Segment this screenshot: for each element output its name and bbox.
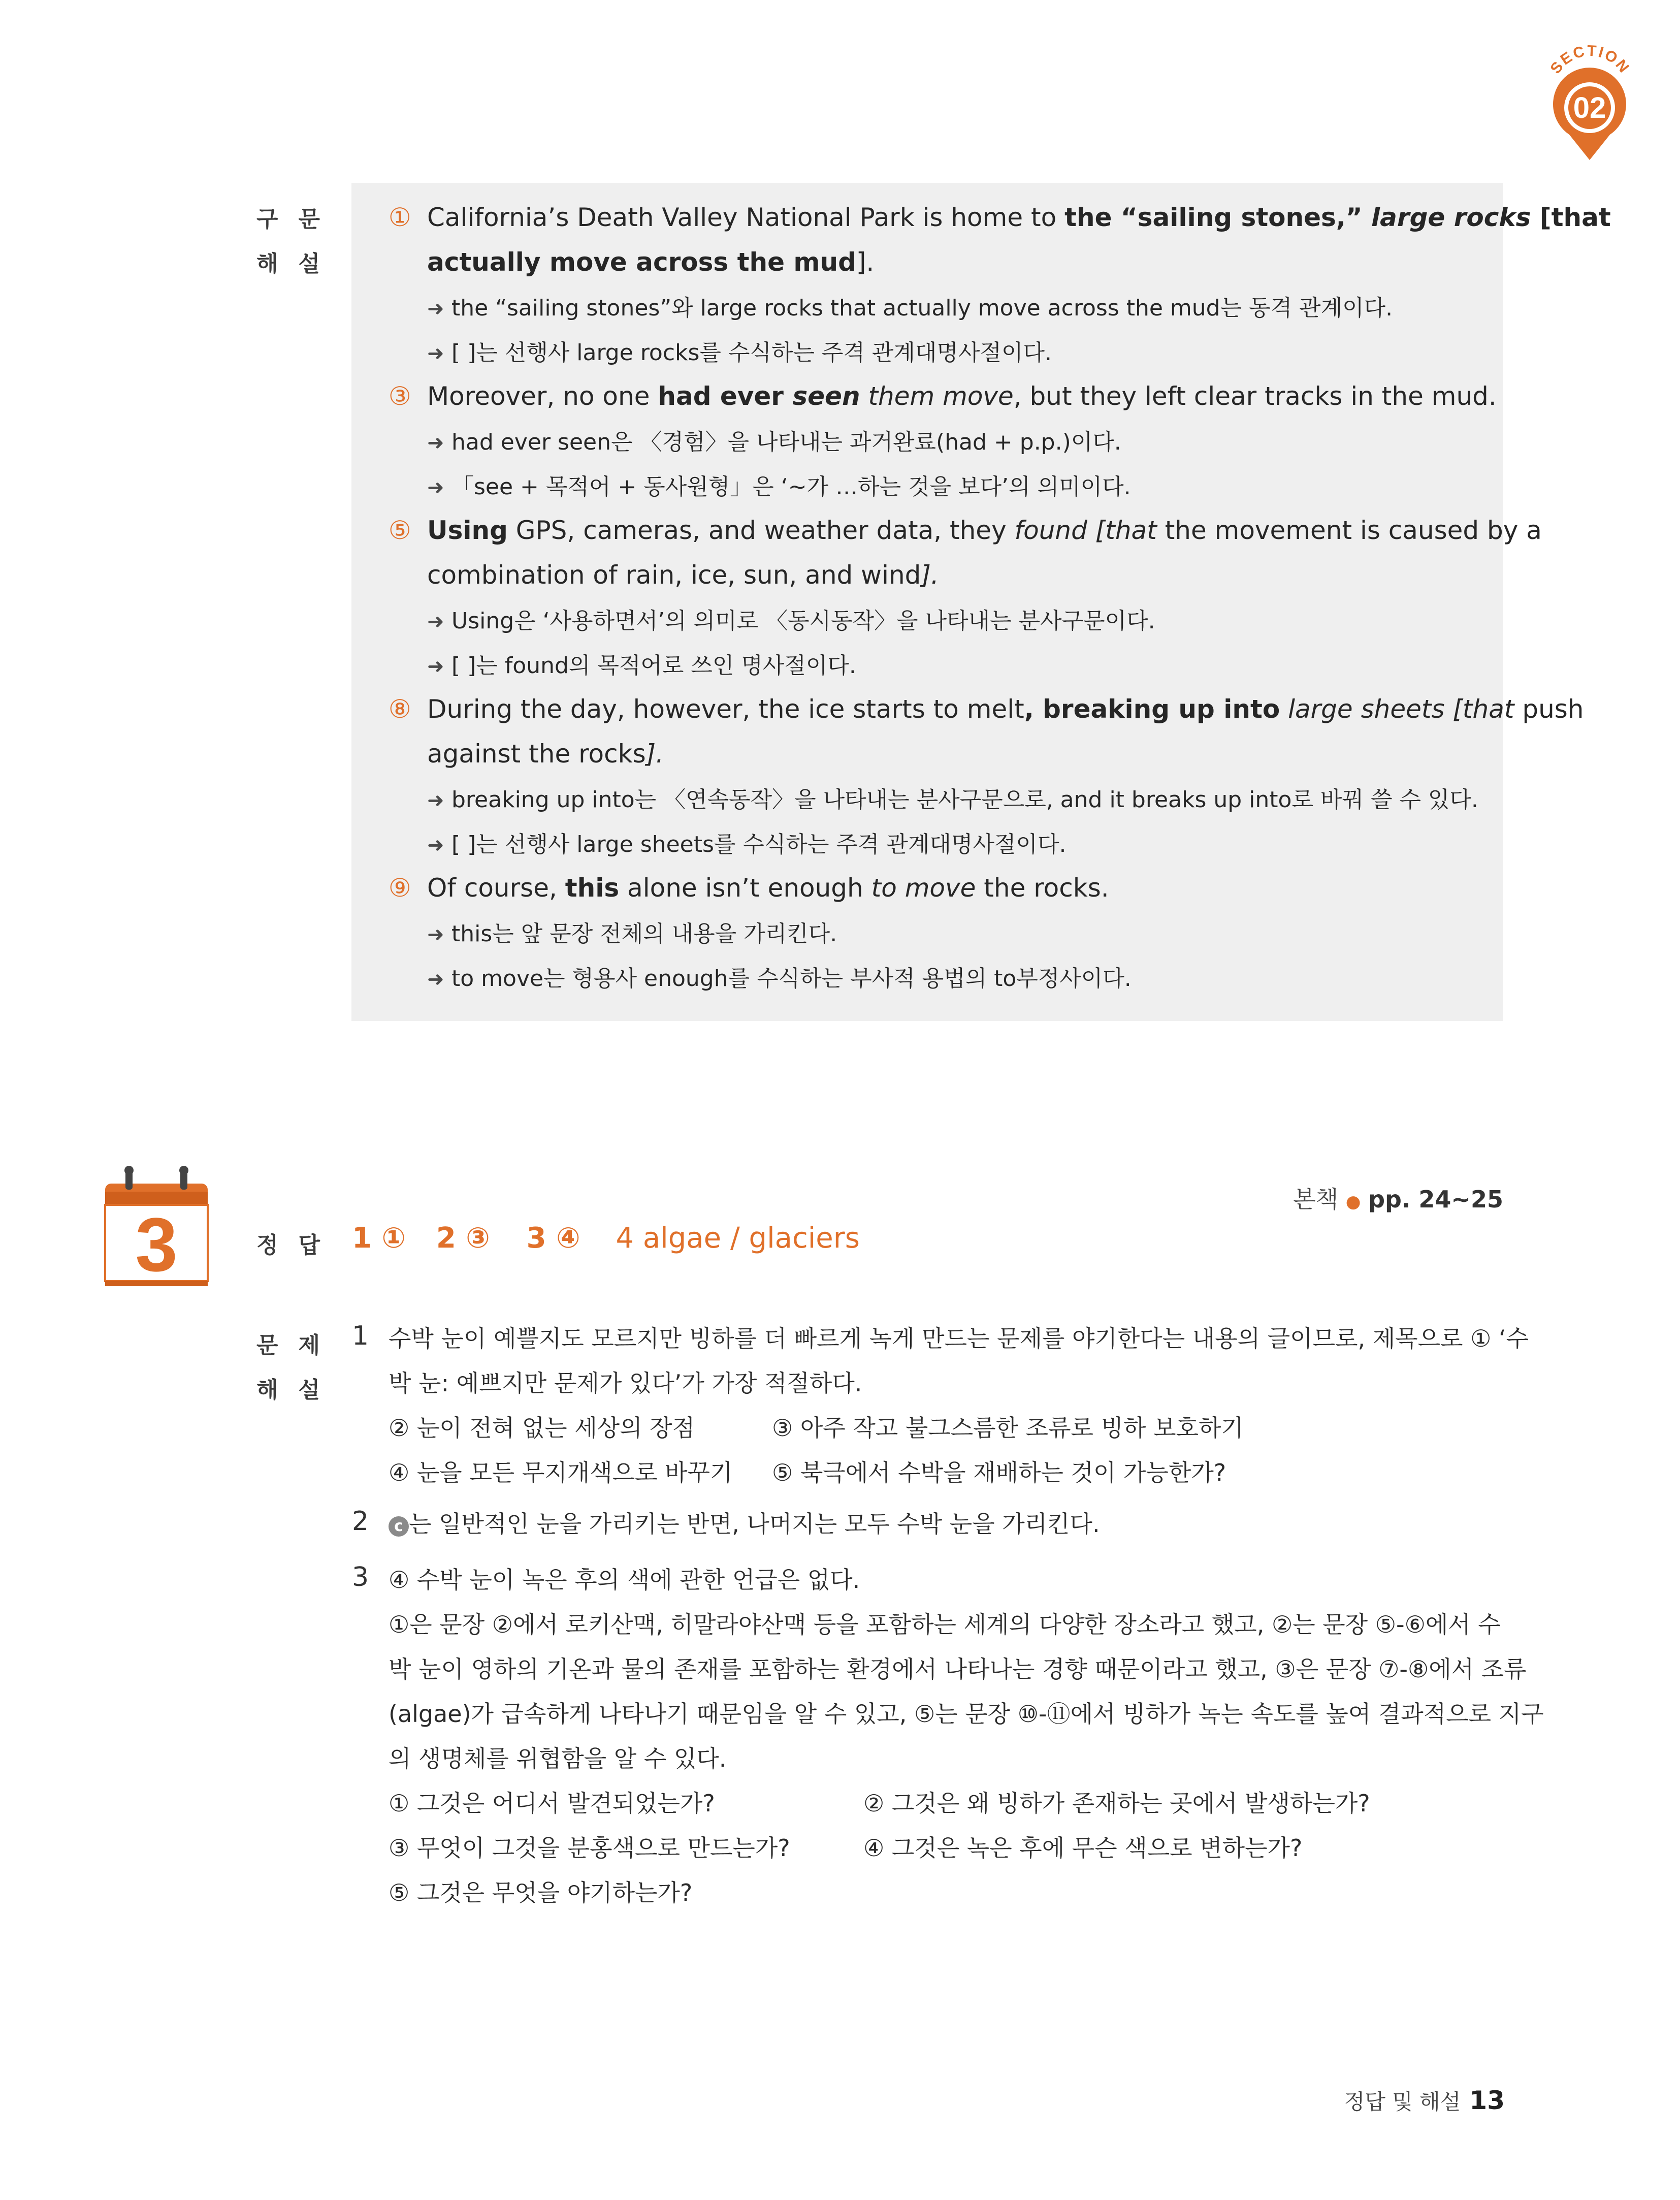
syntax-note: ➜ breaking up into는 〈연속동작〉을 나타내는 분사구문으로, and it breaks up into로 바꿔 쓸 수 있다. [427,783,1478,816]
syntax-sentence-5-cont: combination of rain, ice, sun, and wind]. [427,560,939,590]
answer-1: 1 ① [352,1222,406,1255]
arrow-icon: ➜ [427,476,444,499]
syntax-sentence-5: ⑤ Using GPS, cameras, and weather data, they found [that the movement is caused by a [389,516,1542,545]
sentence-number: ① [389,203,411,232]
syntax-note: ➜ 「see + 목적어 + 동사원형」은 ‘~가 …하는 것을 보다’의 의미이다. [427,470,1131,503]
arrow-icon: ➜ [427,610,444,633]
arrow-icon: ➜ [427,297,444,321]
explanation-label-bottom: 해설 [256,1377,341,1403]
section-number: 02 [1573,91,1606,124]
q1-line: 박 눈: 예쁘지만 문제가 있다’가 가장 적절하다. [389,1369,862,1397]
syntax-sentence-8: ⑧ During the day, however, the ice starts to melt, breaking up into large sheets [that push [389,694,1584,724]
arrow-icon: ➜ [427,834,444,857]
section-badge [1539,41,1640,173]
answer-label: 정답 [256,1232,341,1258]
q3-line: 의 생명체를 위협함을 알 수 있다. [389,1745,727,1772]
sentence-number: ⑤ [389,516,411,545]
page-reference: 본책 ● pp. 24~25 [1293,1186,1503,1213]
sentence-number: ⑨ [389,873,411,903]
q3-option: ② 그것은 왜 빙하가 존재하는 곳에서 발생하는가? [863,1790,1370,1817]
q3-line: 박 눈이 영하의 기온과 물의 존재를 포함하는 환경에서 나타나는 경향 때문이라고 했고, ③은 문장 ⑦-⑧에서 조류 [389,1655,1527,1683]
page-footer [1344,2085,1505,2116]
q3-option: ① 그것은 어디서 발견되었는가? [389,1790,715,1817]
syntax-note: ➜ [ ]는 선행사 large rocks를 수식하는 주격 관계대명사절이다. [427,336,1052,369]
q1-option: ③ 아주 작고 불그스름한 조류로 빙하 보호하기 [772,1414,1244,1442]
answer-3: 3 ④ [526,1222,580,1255]
q2-line: c 는 일반적인 눈을 가리키는 반면, 나머지는 모두 수박 눈을 가리킨다. [389,1509,1100,1539]
bullet-icon: ● [1345,1192,1361,1212]
syntax-label-bottom: 해설 [256,251,341,277]
syntax-note: ➜ [ ]는 found의 목적어로 쓰인 명사절이다. [427,649,856,682]
passage-number: 3 [135,1202,178,1287]
section-pin-icon [1539,41,1640,173]
answer-4: 4 algae / glaciers [616,1222,860,1255]
q3-option: ⑤ 그것은 무엇을 야기하는가? [389,1879,693,1906]
syntax-sentence-9: ⑨ Of course, this alone isn’t enough to move the rocks. [389,873,1109,903]
arrow-icon: ➜ [427,655,444,678]
q1-option: ② 눈이 전혀 없는 세상의 장점 [389,1414,695,1442]
question-number: 1 [352,1321,369,1351]
page-number: 13 [1469,2086,1505,2115]
footer-label: 정답 및 해설 [1344,2089,1461,2114]
syntax-sentence-8-cont: against the rocks]. [427,739,664,769]
q3-line: (algae)가 급속하게 나타나기 때문임을 알 수 있고, ⑤는 문장 ⑩-⑪에서 빙하가 녹는 속도를 높여 결과적으로 지구 [389,1700,1544,1728]
q1-option: ④ 눈을 모든 무지개색으로 바꾸기 [389,1459,733,1486]
question-number: 3 [352,1562,369,1592]
q3-line: ①은 문장 ②에서 로키산맥, 히말라야산맥 등을 포함하는 세계의 다양한 장소라고 했고, ②는 문장 ⑤-⑥에서 수 [389,1611,1501,1638]
q3-option: ④ 그것은 녹은 후에 무슨 색으로 변하는가? [863,1834,1303,1862]
syntax-note: ➜ Using은 ‘사용하면서’의 의미로 〈동시동작〉을 나타내는 분사구문이다. [427,604,1155,637]
sentence-number: ③ [389,381,411,411]
syntax-note: ➜ [ ]는 선행사 large sheets를 수식하는 주격 관계대명사절이다. [427,828,1066,860]
syntax-sentence-1-cont: actually move across the mud]. [427,247,875,277]
passage-number-calendar [104,1163,209,1300]
arrow-icon: ➜ [427,789,444,812]
section-label: SECTION [1547,42,1633,77]
syntax-note: ➜ the “sailing stones”와 large rocks that actually move across the mud는 동격 관계이다. [427,292,1393,324]
syntax-sentence-1: ① California’s Death Valley National Park is home to the “sailing stones,” large rocks [that [389,203,1611,232]
q3-line: ④ 수박 눈이 녹은 후의 색에 관한 언급은 없다. [389,1566,860,1593]
question-number: 2 [352,1506,369,1537]
q3-option: ③ 무엇이 그것을 분홍색으로 만드는가? [389,1834,790,1862]
syntax-sentence-3: ③ Moreover, no one had ever seen them move, but they left clear tracks in the mud. [389,381,1497,411]
sentence-number: ⑧ [389,694,411,724]
syntax-label-top: 구문 [256,206,341,232]
calendar-icon [104,1163,209,1300]
q1-line: 수박 눈이 예쁠지도 모르지만 빙하를 더 빠르게 녹게 만드는 문제를 야기한다는 내용의 글이므로, 제목으로 ① ‘수 [389,1325,1529,1352]
explanation-label-top: 문제 [256,1332,341,1358]
answer-2: 2 ③ [436,1222,490,1255]
circled-c-icon: c [389,1516,409,1537]
arrow-icon: ➜ [427,968,444,991]
answer-list [352,1222,860,1255]
arrow-icon: ➜ [427,342,444,365]
arrow-icon: ➜ [427,923,444,946]
q1-option: ⑤ 북극에서 수박을 재배하는 것이 가능한가? [772,1459,1226,1486]
arrow-icon: ➜ [427,431,444,455]
syntax-note: ➜ this는 앞 문장 전체의 내용을 가리킨다. [427,917,837,950]
syntax-note: ➜ had ever seen은 〈경험〉을 나타내는 과거완료(had + p.p.)이다. [427,426,1121,458]
syntax-note: ➜ to move는 형용사 enough를 수식하는 부사적 용법의 to부정사이다. [427,962,1132,995]
